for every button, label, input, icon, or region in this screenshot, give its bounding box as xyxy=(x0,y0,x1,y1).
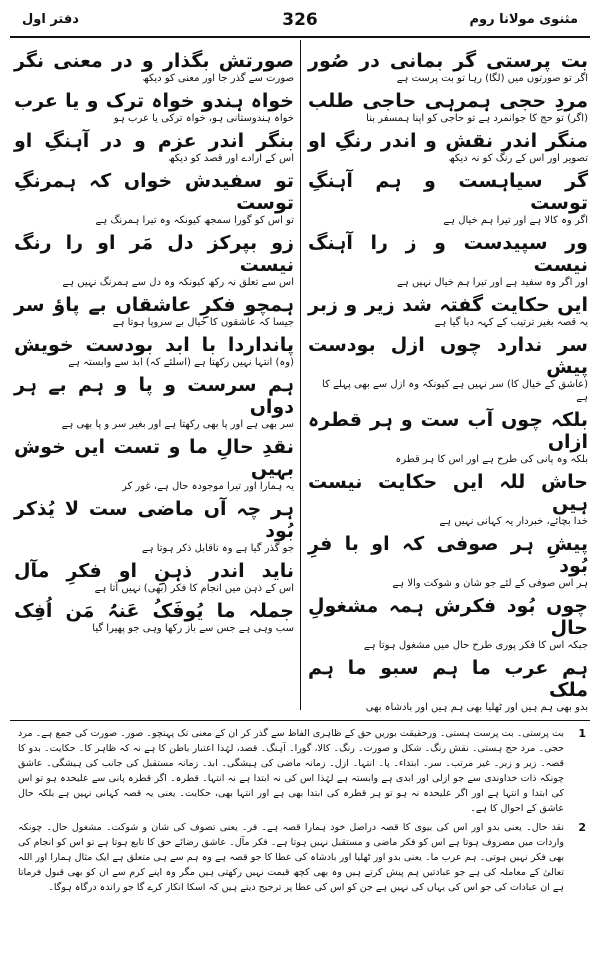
verse-translation: اگر تو صورتوں میں (لگا) رہا تو بت پرست ہے xyxy=(396,73,588,84)
verse-translation: خواہ ہندوستانی ہو، خواہ ترکی یا عرب ہو xyxy=(113,113,294,124)
verse-translation: سر بھی ہے اور پا بھی رکھتا ہے اور بغیر سر و پا بھی ہے xyxy=(61,419,294,430)
volume-label: دفتر اول xyxy=(22,12,79,27)
verse-translation: سب وہی ہے جس سے باز رکھا وہی جو پھیرا گیا xyxy=(92,623,294,634)
footnote-text: بت پرستی۔ بت پرست ہستی۔ ورحقیقت بوریں حق کے ظاہری الفاظ سے گذر کر ان کے معنی تک پہنچو۔ صور۔ صورت کی جمع ہے۔ مرد حجی۔ مرد حج ہستی۔ نقش رنگ۔ شکل و صورت۔ رنگ۔ کالا، گورا۔ آہنگ۔ قصد، لہٰذا اعتبار باطن کا ہے نہ کہ ظاہر کا۔ حکایت۔ بدو کا قصہ۔ زیر و زبر۔ غیر مرتب۔ سر۔ ابتداء۔ پا۔ انتہا۔ ازل۔ زمانہ ماضی کی ہیشگی۔ ابد۔ زمانہ مستقبل کی جانب کی ہیشگی۔ عاشق چونکہ ذات خداوندی سے جو ازلی اور ابدی ہے وابستہ ہے لہٰذا اس کی نہ ابتدا ہے نہ انتہا۔ قطرہ۔ اگر قطرہ پانی سے علیحدہ ہو تو اس کی ابتدا و انتہا ہے اور اگر علیحدہ نہ ہو تو ہر قطرہ کی ابتدا بھی ہے اور انتہا بھی، حکایت۔ یعنی یہ قصہ کہانی نہیں ہے بلکہ حال عاشق کے احوال کا ہے۔ xyxy=(18,728,564,814)
page-number: 326 xyxy=(282,10,318,30)
verse-translation: اور اگر وہ سفید ہے اور تیرا ہم خیال نہیں ہے xyxy=(397,277,588,288)
footnote xyxy=(18,820,586,895)
verse-translation: (عاشق کے خیال کا) سر نہیں ہے کیونکہ وہ ازل سے بھی پہلے کا ہے xyxy=(322,379,588,403)
verse-line: سر ندارد چوں ازل بودست پیش xyxy=(308,334,588,378)
verse-translation: (وہ) انتہا نہیں رکھتا ہے (اسلئے کہ) ابد سے وابستہ ہے xyxy=(68,357,294,368)
verse-line: گر سیاہست و ہم آہنگِ توست xyxy=(308,170,588,214)
verse-line: بنگر اندر عزم و در آہنگِ او xyxy=(14,130,294,152)
verse-line: نقدِ حالِ ما و تست ایں خوش بہیں xyxy=(14,436,294,480)
page-header xyxy=(0,10,600,36)
verse-line: جملہ ما یُوفَکُ عَنہُ مَن اُفِک xyxy=(14,600,294,622)
verse-line: ہم عرب ما ہم سبو ما ہم ملک xyxy=(308,657,588,701)
book-title: مثنوی مولانا روم xyxy=(469,12,578,27)
right-column xyxy=(308,50,588,719)
verse-translation: بلکہ وہ پانی کی طرح ہے اور اس کا ہر قطرہ xyxy=(395,454,588,465)
column-divider xyxy=(300,40,301,710)
verse-line: ور سپیدست و ز را آہنگ نیست xyxy=(308,232,588,276)
verse-line: صورتش بگذار و در معنی نگر xyxy=(14,50,294,72)
verse-line: منگر اندر نقش و اندر رنگِ او xyxy=(308,130,588,152)
verse-line: مردِ حجی ہمرہی حاجی طلب xyxy=(308,90,588,112)
footnote-number: 2 xyxy=(578,821,586,834)
verse-translation: جو گذر گیا ہے وہ ناقابل ذکر ہوتا ہے xyxy=(141,543,294,554)
verse-translation: اس سے تعلق نہ رکھ کیونکہ وہ دل سے ہمرنگ نہیں ہے xyxy=(62,277,294,288)
verse-line: ہم سرست و پا و ہم بے ہر دواں xyxy=(14,374,294,418)
verse-line: خواہ ہندو خواہ ترک و یا عرب xyxy=(14,90,294,112)
verse-line: ہمچو فکرِ عاشقاں بے پاؤ سر xyxy=(14,294,294,316)
verse-translation: ہر اس صوفی کے لئے جو شان و شوکت والا ہے xyxy=(392,578,588,589)
verse-translation: اس کے ذہن میں انجام کا فکر (بھی) نہیں آتا ہے xyxy=(94,583,294,594)
verse-line: بلکہ چوں آب ست و ہر قطرہ ازاں xyxy=(308,409,588,453)
verse-line: بت پرستی گر بمانی در صُور xyxy=(308,50,588,72)
verse-line: زو بپرکز دل مَر او را رنگ نیست xyxy=(14,232,294,276)
verse-translation: جبکہ اس کا فکر پوری طرح حال میں مشغول ہوتا ہے xyxy=(363,640,588,651)
verse-translation: جیسا کہ عاشقوں کا خیال بے سروپا ہوتا ہے xyxy=(112,317,294,328)
verse-line: ہر چہ آں ماضی ست لا یُذکر بُود xyxy=(14,498,294,542)
footnote-text: نقد حال۔ یعنی بدو اور اس کی بیوی کا قصہ دراصل خود ہمارا قصہ ہے۔ فر۔ یعنی تصوف کی شان و شوکت۔ مشغول حال۔ چونکہ واردات میں مصروف ہوتا ہے اس کو فکر ماضی و مستقبل نہیں ہوتا ہے۔ فکر مآل۔ عاشق رضائے حق کا تابع ہوتا ہے تو اس کو انجام کی بھی فکر نہیں ہوتی۔ ہم عرب ما۔ یعنی بدو اور ٹھلیا اور بادشاہ کی عطا کا جو قصہ ہے وہ ہم سے ہی متعلق ہے ایک مثال ہمارا اور اللہ تعالیٰ کے معاملہ کی ہے جو عبادتیں ہم پیش کرتے ہیں وہ بھی کچھ قیمت نہیں رکھتی ہیں مگر وہ اپنے کرم سے ان کو بھی قبول فرماتا ہے ان عبادات کی جو اس کی یہاں کی نہیں ہے جن کو اس کی عطا پر ترجیح دیتے ہیں کہ اسکا انکار کرے گا جو راندہ درگاہ ہوگا۔ xyxy=(18,822,564,893)
verse-translation: تصویر اور اس کے رنگ کو نہ دیکھ xyxy=(448,153,588,164)
left-column xyxy=(14,50,294,640)
verse-line: پیشِ ہر صوفی کہ او با فرِ بُود xyxy=(308,533,588,577)
verse-translation: (اگر) تو حج کا جوانمرد ہے تو حاجی کو اپنا ہمسفر بنا xyxy=(366,113,588,124)
verse-line: حاش للہ ایں حکایت نیست ہیں xyxy=(308,471,588,515)
verse-translation: صورت سے گذر جا اور معنی کو دیکھ xyxy=(142,73,294,84)
footnotes xyxy=(18,726,586,899)
verse-translation: اس کے ارادے اور قصد کو دیکھ xyxy=(168,153,294,164)
verse-line: چوں بُود فکرش ہمہ مشغولِ حال xyxy=(308,595,588,639)
verse-translation: یہ قصہ بغیر ترتیب کے کہہ دیا گیا ہے xyxy=(434,317,588,328)
verse-translation: اگر وہ کالا ہے اور تیرا ہم خیال ہے xyxy=(443,215,588,226)
verse-line: ناید اندر ذہنِ او فکرِ مآل xyxy=(14,560,294,582)
verse-translation: بدو بھی ہم ہیں اور ٹھلیا بھی ہم ہیں اور بادشاہ بھی xyxy=(365,702,588,713)
verse-line: تو سفیدش خواں کہ ہمرنگِ توست xyxy=(14,170,294,214)
header-rule xyxy=(10,36,590,38)
footnote xyxy=(18,726,586,816)
verse-line: پانداردا با ابد بودست خویش xyxy=(14,334,294,356)
verse-translation: تو اس کو گورا سمجھ کیونکہ وہ تیرا ہمرنگ ہے xyxy=(95,215,294,226)
verse-line: ایں حکایت گفتہ شد زیر و زبر xyxy=(308,294,588,316)
footnote-number: 1 xyxy=(578,727,586,740)
footnote-rule xyxy=(10,720,590,721)
verse-translation: یہ ہمارا اور تیرا موجودہ حال ہے، غور کر xyxy=(121,481,294,492)
verse-translation: خدا بچائے، خبردار یہ کہانی نہیں ہے xyxy=(439,516,588,527)
